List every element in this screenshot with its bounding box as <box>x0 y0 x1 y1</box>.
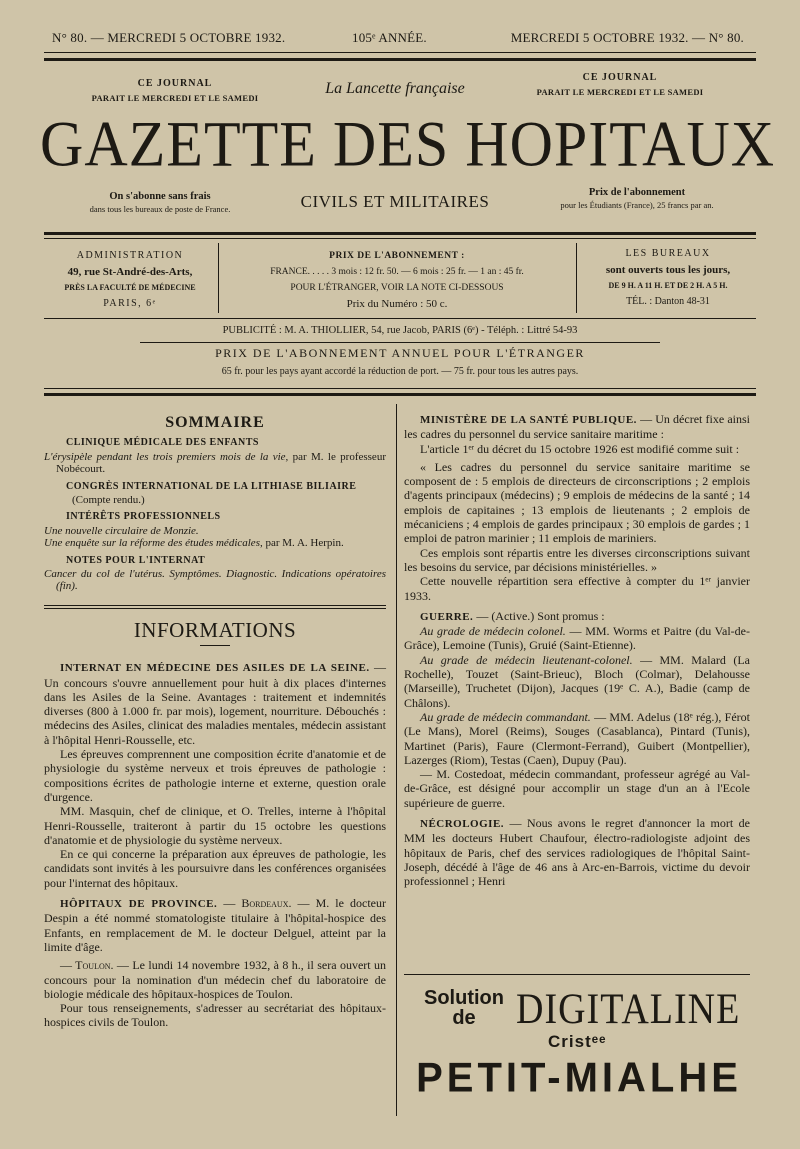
sommaire-section: INTÉRÊTS PROFESSIONNELS <box>66 511 221 523</box>
administration-box: ADMINISTRATION 49, rue St-André-des-Arts, PRÈS LA FACULTÉ DE MÉDECINE PARIS, 6ᵉ <box>64 250 196 309</box>
info-paragraph: Pour tous renseignements, s'adresser au secrétariat des hôpitaux-hospices civils de Toulon. <box>44 1001 386 1030</box>
rule <box>44 318 756 319</box>
sommaire-item: Une nouvelle circulaire de Monzie. <box>44 524 199 537</box>
sommaire-section: CLINIQUE MÉDICALE DES ENFANTS <box>66 437 259 449</box>
info-paragraph: En ce qui concerne la préparation aux épreuves de pathologie, les candidats sont invités à les poursuivre dans les conférences organisées pour l'internat des hôpitaux. <box>44 847 386 890</box>
abonnement-left: On s'abonne sans frais dans tous les bureaux de poste de France. <box>89 191 231 214</box>
ad-digitaline: DIGITALINE <box>516 985 741 1034</box>
right-column <box>404 412 750 889</box>
lancette-subtitle: La Lancette française <box>325 80 465 97</box>
prix-etranger-title: PRIX DE L'ABONNEMENT ANNUEL POUR L'ÉTRANGER <box>215 346 585 360</box>
masthead-title: GAZETTE DES HOPITAUX <box>40 108 776 180</box>
issue-year: 105ᵉ ANNÉE. <box>352 30 427 45</box>
article-paragraph: NÉCROLOGIE. — Nous avons le regret d'annoncer la mort de MM les docteurs Hubert Chaufour, électro-radiologiste adjoint des hôpitaux de Paris, chef des services radiologiques de l'hôpital Saint-Joseph, décédé à l'âge de 46 ans à Arc-en-Barrois, victime du devoir professionnel ; Henri <box>404 816 750 889</box>
article-paragraph: Cette nouvelle répartition sera effective à compter du 1ᵉʳ janvier 1933. <box>404 574 750 603</box>
rule <box>44 608 386 609</box>
rule <box>44 238 756 239</box>
info-paragraph: HÔPITAUX DE PROVINCE. — Bordeaux. — M. le docteur Despin a été nommé stomatologiste titulaire à l'hôpital-hospice des Enfants, en remplacement de M. le docteur Delguel, atteint par la limite d'âge. <box>44 896 386 954</box>
prix-etranger-detail: 65 fr. pour les pays ayant accordé la réduction de port. — 75 fr. pour tous les autres pays. <box>221 366 579 377</box>
info-paragraph: INTERNAT EN MÉDECINE DES ASILES DE LA SEINE. — Un concours s'ouvre annuellement pour huit à dix places d'internes dans les Asiles de la Seine. Avantages : traitement et indemnités diverses (800 à 1.000 fr. par mois), logement, nourriture. Débouchés : médecins des Asiles, clinicat des maladies mentales, médecin assistant à l'hôpital Henri-Rousselle, etc. <box>44 660 387 747</box>
info-paragraph: — Toulon. — Le lundi 14 novembre 1932, à 8 h., il sera ouvert un concours pour la nomination d'un médecin chef du laboratoire de biologie médicale des hôpitaux-hospices de Toulon. <box>44 958 386 1001</box>
article-paragraph: « Les cadres du personnel du service sanitaire maritime se composent de : 5 emplois de directeurs de circonscriptions ; 2 emplois d'agents principaux (médecins) ; 9 emplois de médecins de la santé ; 14 emplois de capitaines ; 13 emplois de lieutenants ; 2 emplois de mécaniciens ; 4 emplois de gardes principaux ; 30 emplois de gardes ; 1 emploi de patron marinier ; 11 emplois de mariniers. <box>404 459 750 546</box>
info-paragraph: Les épreuves comprennent une composition écrite d'anatomie et de physiologie du système nerveux et trois épreuves de pathologie : compositions écrites de pathologie interne et externe, question orale d'urgence. <box>44 747 386 804</box>
digitaline-advertisement <box>404 978 750 1106</box>
rule <box>44 393 756 396</box>
issue-line <box>52 30 744 52</box>
article-paragraph: Au grade de médecin colonel. — MM. Worms et Paitre (du Val-de-Grâce), Lemoine (Tunis), Gruié (Saint-Etienne). <box>404 624 751 653</box>
ce-journal-right: CE JOURNAL PARAIT LE MERCREDI ET LE SAMEDI <box>536 72 704 97</box>
article-paragraph: L'article 1ᵉʳ du décret du 15 octobre 1926 est modifié comme suit : <box>420 441 740 456</box>
article-paragraph: Ces emplois sont répartis entre les diverses circonscriptions suivant les besoins du service, par décisions ministérielles. » <box>404 545 750 574</box>
rule <box>140 342 660 343</box>
informations-heading: INFORMATIONS <box>133 617 297 642</box>
publicite-line: PUBLICITÉ : M. A. THIOLLIER, 54, rue Jacob, PARIS (6ᵉ) - Téléph. : Littré 54-93 <box>222 325 578 336</box>
rule <box>44 605 386 606</box>
sommaire-item: L'érysipèle pendant les trois premiers mois de la vie, par M. le professeur Nobécourt. <box>44 450 386 476</box>
ce-journal-left: CE JOURNAL PARAIT LE MERCREDI ET LE SAMEDI <box>91 78 259 103</box>
info-paragraph: MM. Masquin, chef de clinique, et O. Trelles, interne à l'hôpital Henri-Rousselle, traiteront à partir du 15 octobre les questions d'anatomie et de physiologie du système nerveux. <box>44 804 386 847</box>
ad-brand: PETIT-MIALHE <box>416 1054 742 1102</box>
rule <box>44 58 756 61</box>
left-column <box>44 416 386 1030</box>
rule <box>44 388 756 389</box>
sommaire-item: Cancer du col de l'utérus. Symptômes. Diagnostic. Indications opératoires (fin). <box>44 567 386 593</box>
article-paragraph: GUERRE. — (Active.) Sont promus : <box>420 608 605 623</box>
abonnement-right: Prix de l'abonnement pour les Étudiants (France), 25 francs par an. <box>560 187 714 210</box>
box-divider <box>218 243 219 313</box>
rule <box>44 52 756 53</box>
ad-solution: Solution de <box>424 987 504 1029</box>
issue-left: N° 80. — MERCREDI 5 OCTOBRE 1932. <box>52 30 286 45</box>
rule <box>200 645 230 646</box>
sommaire-heading: SOMMAIRE <box>165 414 265 431</box>
column-divider <box>396 404 397 1116</box>
rule <box>404 974 750 975</box>
sommaire-section: NOTES POUR L'INTERNAT <box>66 554 206 566</box>
ad-crist: Cristᵉᵉ <box>548 1032 607 1051</box>
sommaire-section: CONGRÈS INTERNATIONAL DE LA LITHIASE BILIAIRE <box>66 480 357 492</box>
sommaire-item: Une enquête sur la réforme des études médicales, par M. A. Herpin. <box>44 537 344 550</box>
article-paragraph: Au grade de médecin lieutenant-colonel. — MM. Malard (La Rochelle), Touzet (Saint-Brieuc), Bloch (Colmar), Delahousse (Marseille), Truchetet (Dijon), Jacques (19ᵉ C. A.), Badie (camp de Châlons). <box>404 652 750 710</box>
article-paragraph: MINISTÈRE DE LA SANTÉ PUBLIQUE. — Un décret fixe ainsi les cadres du personnel du service sanitaire maritime : <box>404 412 750 442</box>
bureaux-box: LES BUREAUX sont ouverts tous les jours, DE 9 H. A 11 H. ET DE 2 H. A 5 H. TÉL. : Danton 48-31 <box>605 248 731 307</box>
box-divider <box>576 243 577 313</box>
article-paragraph: — M. Costedoat, médecin commandant, professeur agrégé au Val-de-Grâce, est désigné pour accomplir un stage d'un an à l'Ecole supérieure de guerre. <box>404 767 750 810</box>
prix-abonnement-box: PRIX DE L'ABONNEMENT : FRANCE. . . . . 3 mois : 12 fr. 50. — 6 mois : 25 fr. — 1 an : 45 fr. POUR L'ÉTRANGER, VOIR LA NOTE CI-DESSOUS Prix du Numéro : 50 c. <box>270 251 524 310</box>
issue-right: MERCREDI 5 OCTOBRE 1932. — N° 80. <box>510 30 744 45</box>
masthead-subtitle: CIVILS ET MILITAIRES <box>300 192 490 211</box>
sommaire-item: (Compte rendu.) <box>72 493 145 506</box>
article-paragraph: Au grade de médecin commandant. — MM. Adelus (18ᵉ rég.), Férot (Le Mans), Morel (Reims), Souges (Casablanca), Pintard (Tunis), Martinet (Paris), Faure (Clermont-Ferrand), Guibert (Montpellier), Lazerges (Riom), Testas (Caen), Dupuy (Pau). <box>404 709 750 767</box>
rule <box>44 232 756 235</box>
